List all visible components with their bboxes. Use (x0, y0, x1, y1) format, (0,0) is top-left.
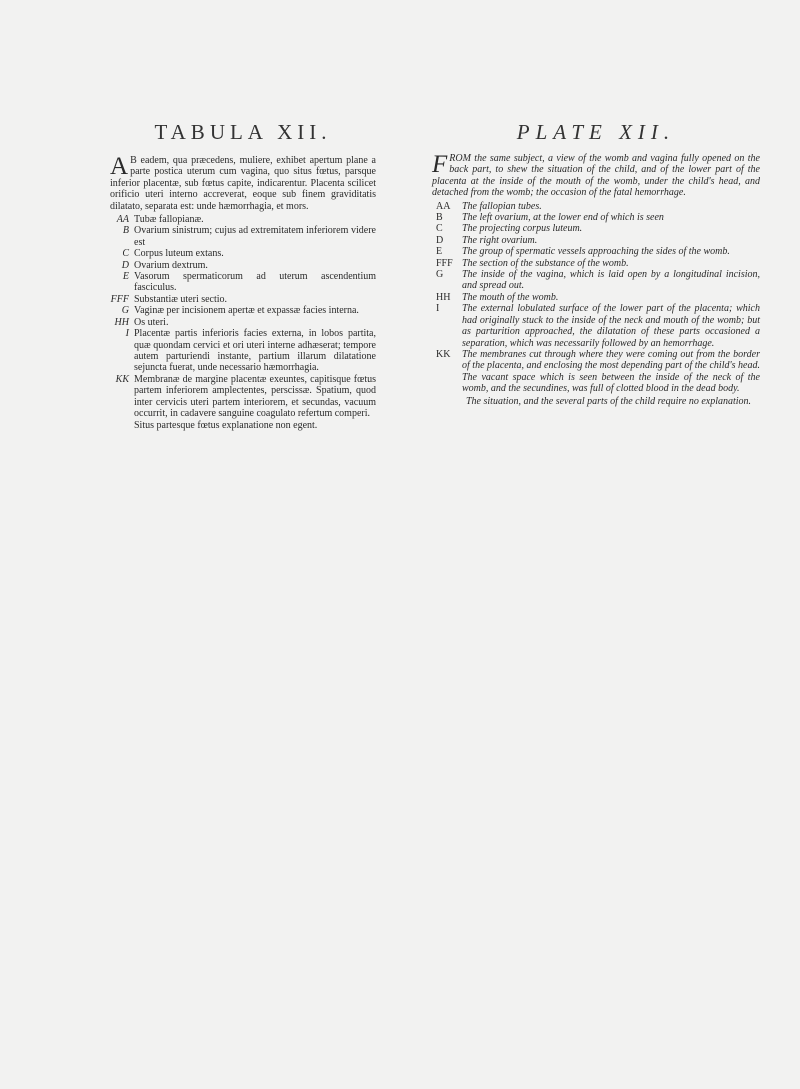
legend-text: The projecting corpus luteum. (462, 223, 583, 235)
english-intro (432, 153, 760, 199)
legend-text: Ovarium dextrum. (134, 259, 208, 271)
latin-drop-cap: A (110, 153, 129, 180)
english-legend-entry (432, 212, 760, 223)
legend-key: KK (115, 373, 129, 385)
english-title: PLATE XII. (516, 120, 676, 144)
latin-legend-entry (110, 214, 376, 225)
latin-column (110, 120, 376, 432)
latin-legend-entry (110, 374, 376, 420)
latin-legend-entry (110, 328, 376, 374)
english-closing: The situation, and the several parts of the child require no explanation. (466, 395, 752, 407)
english-legend-entry (432, 235, 760, 246)
latin-closing: Situs partesque fœtus explanatione non egent. (134, 420, 318, 432)
legend-key: I (436, 303, 440, 315)
legend-text: Placentæ partis inferioris facies externa, in lobos partita, quæ quondam cervici et ori uteri interne adhæserat; tempore autem parturiendi instante, partium illarum dilatatione sejuncta fuerat, unde necessario hæmorrhagia. (134, 328, 376, 374)
english-drop-cap: F (432, 151, 448, 178)
legend-text: The group of spermatic vessels approaching the sides of the womb. (462, 246, 730, 258)
legend-text: Vasorum spermaticorum ad uterum ascendentium fasciculus. (134, 271, 376, 294)
latin-legend-entry (110, 248, 376, 259)
english-legend-entry (432, 303, 760, 349)
legend-key: FFF (110, 293, 129, 305)
english-legend-entry (432, 349, 760, 395)
legend-key: C (436, 223, 443, 235)
latin-legend-entry (110, 294, 376, 305)
english-legend (432, 201, 760, 395)
legend-key: AA (116, 214, 129, 226)
legend-key: E (436, 246, 443, 258)
english-intro-text: ROM the same subject, a view of the womb and vagina fully opened on the back part, to shew the situation of the child, and of the lower part of the placenta at the inside of the mouth of the womb, under the child's head, and detached from the womb; the occasion of the fatal hemorrhage. (432, 153, 760, 199)
legend-text: Os uteri. (134, 316, 169, 328)
english-legend-entry (432, 292, 760, 303)
latin-legend-entry (110, 317, 376, 328)
legend-key: B (436, 212, 443, 224)
latin-title: TABULA XII. (154, 120, 332, 144)
legend-text: Vaginæ per incisionem apertæ et expassæ facies interna. (134, 305, 359, 317)
legend-key: HH (114, 316, 129, 328)
latin-legend (110, 214, 376, 419)
english-legend-entry (432, 269, 760, 292)
english-legend-entry (432, 258, 760, 269)
legend-text: The section of the substance of the womb. (462, 257, 629, 269)
legend-text: The inside of the vagina, which is laid open by a longitudinal incision, and spread out. (462, 269, 760, 292)
legend-key: C (122, 248, 129, 260)
legend-key: B (122, 225, 129, 237)
legend-key: AA (436, 200, 451, 212)
legend-key: I (125, 328, 129, 340)
english-column (432, 120, 760, 407)
latin-legend-entry (110, 225, 376, 248)
legend-text: Tubæ fallopianæ. (134, 214, 204, 226)
legend-key: D (121, 259, 129, 271)
legend-text: The membranes cut through where they were coming out from the border of the placenta, and enclosing the most depending part of the child's head. The vacant space which is seen between the inside of the neck of the womb, and the secundines, was full of clotted blood in the dead body. (462, 348, 760, 395)
legend-text: Membranæ de margine placentæ exeuntes, capitisque fœtus partem inferiorem amplectentes, perscissæ. Spatium, quod inter cervicis uteri partem interiorem, et secundas, vacuum occurrit, in cadavere sanguine coagulato refertum comperi. (134, 373, 376, 419)
legend-text: Corpus luteum extans. (134, 248, 224, 260)
legend-text: The fallopian tubes. (462, 200, 542, 212)
english-legend-entry (432, 201, 760, 212)
latin-legend-entry (110, 305, 376, 316)
english-legend-entry (432, 246, 760, 257)
legend-text: Ovarium sinistrum; cujus ad extremitatem inferiorem videre est (134, 225, 376, 248)
legend-key: G (436, 269, 444, 281)
legend-text: The external lobulated surface of the lower part of the placenta; which had originally stuck to the inside of the neck and mouth of the womb; but as parturition approached, the dilatation of these parts occasioned a separation, which was necessarily followed by an hemorrhage. (462, 303, 760, 349)
legend-text: The mouth of the womb. (462, 291, 559, 303)
latin-legend-entry (110, 271, 376, 294)
legend-key: KK (436, 348, 451, 360)
legend-text: The left ovarium, at the lower end of which is seen (462, 212, 664, 224)
legend-key: D (436, 234, 444, 246)
legend-key: G (121, 305, 129, 317)
english-legend-entry (432, 223, 760, 234)
legend-key: FFF (436, 257, 453, 269)
latin-legend-entry (110, 260, 376, 271)
legend-key: HH (436, 291, 451, 303)
legend-text: The right ovarium. (462, 234, 538, 246)
latin-intro (110, 155, 376, 212)
legend-key: E (122, 271, 129, 283)
latin-intro-text: B eadem, qua præcedens, muliere, exhibet apertum plane a parte postica uterum cum vagina, quo situs fœtus, parsque inferior placentæ, sub fœtus capite, indicarentur. Placenta scilicet orificio uteri interno accreverat, eoque sub finem graviditatis dilatato, separata est: unde hæmorrhagia, et mors. (110, 155, 376, 212)
legend-text: Substantiæ uteri sectio. (134, 293, 228, 305)
